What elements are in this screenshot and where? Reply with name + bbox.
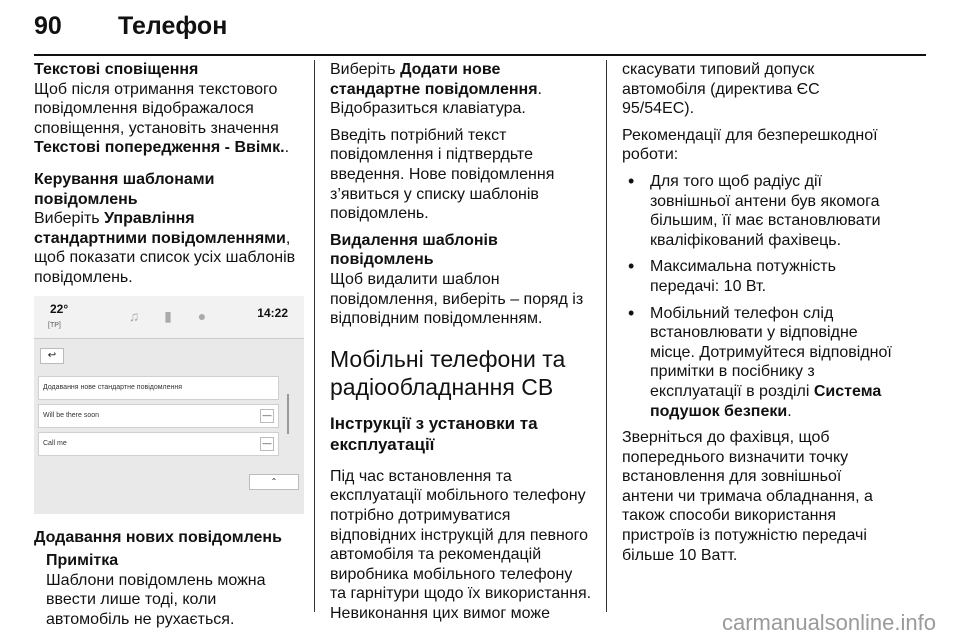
text: . [787, 402, 792, 420]
column-divider-2 [606, 60, 607, 612]
paragraph-add-template [330, 60, 592, 119]
apps-icon: ● [197, 307, 207, 324]
text: , щоб показати список усіх шаблонів повідомлень. [34, 229, 296, 286]
temperature-label: 22° [50, 301, 69, 316]
paragraph-template-management [34, 209, 304, 287]
screen-status-bar [34, 296, 304, 339]
text: Виберіть [330, 61, 401, 78]
text: Виберіть [34, 210, 105, 228]
minus-icon: — [260, 409, 274, 423]
paragraph-contact-specialist: Зверніться до фахівця, щоб попереднього визначити точку встановлення для зовнішньої антени чи тримача обладнання, а також способи використання пристроїв із потужністю передачі більше 10 Ватт. [622, 429, 873, 564]
list-item [622, 304, 892, 422]
clock-label: 14:22 [257, 305, 288, 320]
text: Мобільний телефон слід встановлювати у відповідне місце. Дотримуйтеся відповідної примітки в посібнику з експлуатації в розділі [650, 304, 892, 400]
list-item: • Для того щоб радіус дії зовнішньої антени був якомога більшим, її має встановлювати кваліфікований фахівець. [622, 172, 892, 250]
infotainment-screen-image [34, 296, 304, 514]
bullet-list [622, 172, 892, 421]
page-header [34, 8, 924, 50]
row-label: Will be there soon [43, 411, 100, 419]
subheading-install-instructions: Інструкції з установки та експлуатації [330, 413, 538, 454]
watermark: carmanualsonline.info [721, 610, 936, 635]
heading-template-management: Керування шаблонами повідомлень [34, 170, 215, 208]
list-item: • Максимальна потужність передачі: 10 Вт. [622, 257, 892, 296]
scrollbar [284, 384, 292, 446]
paragraph-install-instructions: Під час встановлення та експлуатації мобільного телефону потрібно дотримуватися відповідних інструкцій для певного автомобіля та рекомендацій виробника мобільного телефону та гарнітури щодо їх використання. Невиконання цих вимог може [330, 467, 592, 622]
text: . [284, 139, 290, 157]
note-title: Примітка [46, 552, 119, 570]
column-3 [622, 60, 892, 572]
template-row [38, 432, 279, 456]
paragraph-enter-text: Введіть потрібний текст повідомлення і підтвердьте введення. Нове повідомлення з’явиться у списку шаблонів повідомлень. [330, 126, 555, 223]
menu-add-template: Додати нове стандартне повідомлення [330, 61, 538, 98]
text: . Відобразиться клавіатура. [330, 80, 542, 118]
section-ref-airbag: Система подушок безпеки [650, 382, 882, 420]
tp-label: [TP] [48, 321, 61, 329]
row-label: Call me [43, 439, 67, 447]
heading-adding-messages: Додавання нових повідомлень [34, 528, 282, 546]
back-icon: ↩ [40, 348, 64, 364]
paragraph-text-notifications [34, 80, 304, 158]
template-row [38, 404, 279, 428]
paragraph-delete-templates: Щоб видалити шаблон повідомлення, виберіть – поряд із відповідним повідомленням. [330, 270, 584, 328]
music-icon: ♫ [128, 307, 140, 324]
minus-icon: — [260, 437, 274, 451]
header-rule [34, 54, 926, 56]
page-number: 90 [34, 12, 62, 40]
chevron-up-icon: ⌃ [249, 474, 299, 490]
note-text: Шаблони повідомлень можна ввести лише тоді, коли автомобіль не рухається. [46, 571, 266, 628]
column-1 [34, 60, 304, 637]
template-row: Додавання нове стандартне повідомлення [38, 376, 279, 400]
text: Щоб після отримання текстового повідомлення відображалося сповіщення, установіть значення [34, 80, 279, 137]
phone-icon: ▮ [164, 307, 172, 324]
paragraph-directive: скасувати типовий допуск автомобіля (директива ЄС 95/54EC). [622, 61, 820, 118]
page-title: Телефон [118, 12, 228, 40]
paragraph-recommendations: Рекомендації для безперешкодної роботи: [622, 126, 878, 164]
heading-text-notifications: Текстові сповіщення [34, 61, 199, 78]
column-divider-1 [314, 60, 315, 612]
note-block [46, 551, 304, 629]
column-2 [330, 60, 592, 630]
scroll-thumb [287, 394, 289, 434]
heading-delete-templates: Видалення шаблонів повідомлень [330, 231, 498, 269]
menu-manage-templates: Управління стандартними повідомленнями [34, 210, 286, 247]
section-title-mobile-cb: Мобільні телефони та радіообладнання CB [330, 345, 566, 400]
setting-text-alerts: Текстові попередження - Ввімк. [34, 139, 285, 157]
